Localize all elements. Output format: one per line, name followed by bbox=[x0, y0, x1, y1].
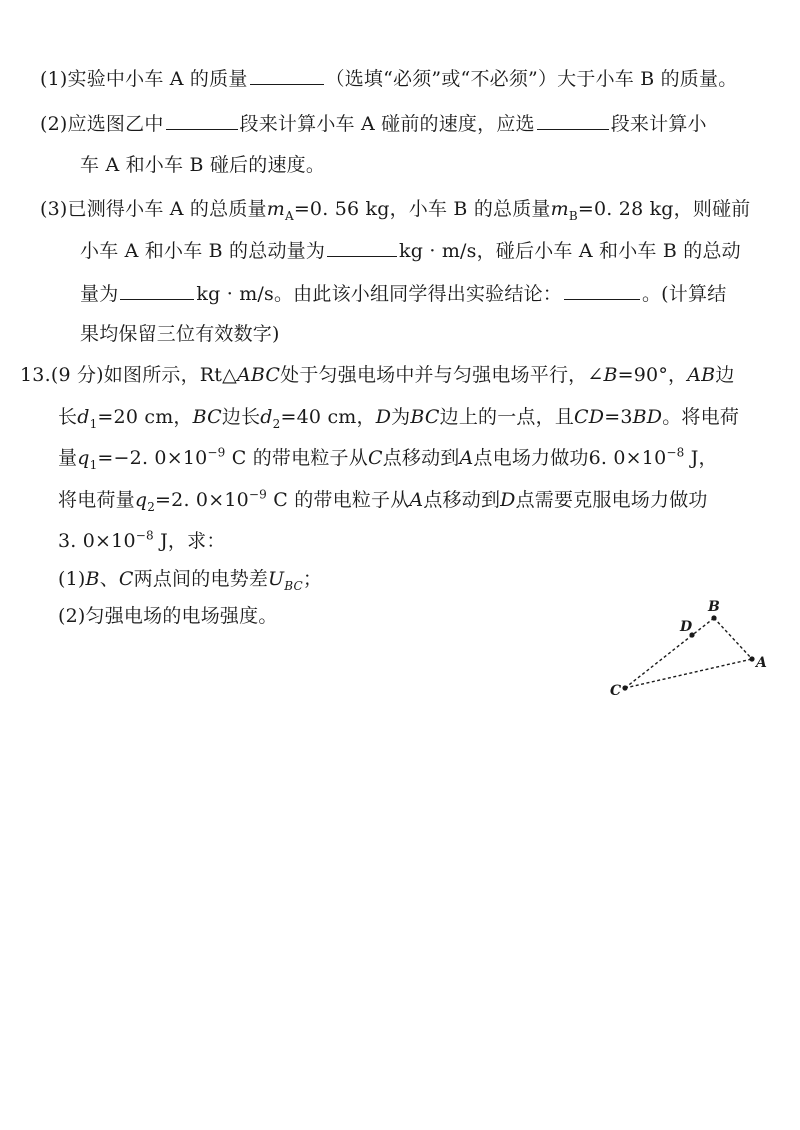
edge-ba bbox=[714, 618, 752, 659]
q13-sub: 1 bbox=[89, 457, 98, 472]
q13-text: 3. 0×10 bbox=[58, 530, 136, 552]
q13-sym: q bbox=[134, 489, 148, 511]
q12-sub2-mid: 段来计算小车 A 碰前的速度，应选 bbox=[239, 113, 535, 135]
q13-sym: D bbox=[375, 406, 392, 428]
q13-sym: d bbox=[77, 406, 90, 428]
q12-sub2-line1 bbox=[40, 111, 707, 137]
label-d: D bbox=[680, 619, 693, 635]
q12-sub3-line4 bbox=[80, 321, 280, 347]
q13-text: (2)匀强电场的电场强度。 bbox=[58, 605, 278, 627]
q13-sym: A bbox=[409, 489, 424, 511]
q13-sym: BC bbox=[410, 406, 440, 428]
q13-text: 量 bbox=[58, 447, 78, 469]
q12-sub3-line3-suffix: 。(计算结 bbox=[641, 283, 727, 305]
q12-sub3-line1 bbox=[40, 196, 750, 222]
point-b bbox=[711, 615, 716, 620]
q13-ask1 bbox=[58, 566, 322, 592]
q13-text: 边长 bbox=[221, 406, 261, 428]
q13-sym: A bbox=[459, 447, 474, 469]
q13-text: J，求： bbox=[153, 530, 226, 552]
q12-sub3-blank-3[interactable] bbox=[564, 281, 640, 300]
q13-line4 bbox=[58, 487, 708, 513]
q13-sym: B bbox=[85, 568, 100, 590]
mass-b-subscript: B bbox=[568, 208, 578, 223]
q13-text: ； bbox=[302, 568, 323, 590]
q13-text: 边上的一点，且 bbox=[439, 406, 575, 428]
q13-text: 两点间的电势差 bbox=[133, 568, 269, 590]
q13-sym: AB bbox=[687, 364, 716, 386]
q13-sub: 2 bbox=[147, 499, 156, 514]
q12-sub3-line2 bbox=[80, 238, 741, 264]
q12-sub2-line2 bbox=[80, 152, 325, 178]
q13-sym: BD bbox=[632, 406, 663, 428]
q13-sym: U bbox=[268, 568, 285, 590]
q13-sym: D bbox=[500, 489, 516, 511]
q13-text: C 的带电粒子从 bbox=[225, 447, 368, 469]
mass-b-value: =0. 28 kg，则碰前 bbox=[577, 198, 751, 220]
q13-text: =90°， bbox=[617, 364, 688, 386]
q13-sym: CD bbox=[574, 406, 605, 428]
label-c: C bbox=[610, 683, 622, 699]
q13-text: =40 cm， bbox=[280, 406, 376, 428]
mass-a-symbol: m bbox=[266, 198, 285, 220]
q13-text: =20 cm， bbox=[97, 406, 193, 428]
q13-text: 点移动到 bbox=[382, 447, 460, 469]
q12-sub1-suffix: （选填“必须”或“不必须”）大于小车 B 的质量。 bbox=[325, 68, 738, 90]
q13-text: (1) bbox=[58, 568, 86, 590]
point-c bbox=[622, 685, 627, 690]
q13-ask2 bbox=[58, 603, 278, 629]
q13-text: 点移动到 bbox=[423, 489, 501, 511]
label-a: A bbox=[756, 655, 767, 671]
q12-sub2-line2-text: 车 A 和小车 B 碰后的速度。 bbox=[80, 154, 326, 176]
q13-sym: C bbox=[367, 447, 383, 469]
q13-number: 13. bbox=[20, 364, 51, 386]
q13-text: 边 bbox=[715, 364, 735, 386]
q12-sub3-line3-mid: kg · m/s。由此该小组同学得出实验结论： bbox=[196, 283, 562, 305]
mass-b-symbol: m bbox=[550, 198, 569, 220]
q13-sym: ABC bbox=[236, 364, 281, 386]
q13-line1 bbox=[20, 362, 735, 388]
q12-sub3-line4-text: 果均保留三位有效数字) bbox=[80, 323, 280, 345]
q13-line2 bbox=[58, 404, 739, 430]
q12-sub1-blank[interactable] bbox=[250, 66, 324, 85]
q12-sub3-line3 bbox=[80, 281, 726, 307]
q13-text: 、 bbox=[99, 568, 119, 590]
q13-text: 为 bbox=[391, 406, 411, 428]
q13-text: =3 bbox=[604, 406, 633, 428]
q13-sup: −9 bbox=[207, 445, 226, 460]
q13-sym: d bbox=[260, 406, 273, 428]
q13-points: (9 分) bbox=[50, 364, 104, 386]
q12-sub2-prefix: (2)应选图乙中 bbox=[40, 113, 164, 135]
q13-sym: C bbox=[118, 568, 134, 590]
q13-sup: −9 bbox=[248, 487, 267, 502]
q13-text: =−2. 0×10 bbox=[97, 447, 208, 469]
q12-sub3-prefix: (3)已测得小车 A 的总质量 bbox=[40, 198, 267, 220]
q12-sub3-line2-suffix: kg · m/s，碰后小车 A 和小车 B 的总动 bbox=[399, 240, 741, 262]
point-a bbox=[749, 656, 754, 661]
mass-a-subscript: A bbox=[284, 208, 294, 223]
triangle-diagram bbox=[600, 595, 780, 705]
q13-text: 长 bbox=[58, 406, 78, 428]
q13-text: 点需要克服电场力做功 bbox=[515, 489, 708, 511]
q13-sym: B bbox=[603, 364, 618, 386]
q12-sub1-prefix: (1)实验中小车 A 的质量 bbox=[40, 68, 248, 90]
q12-sub2-blank-2[interactable] bbox=[537, 111, 609, 130]
q13-sup: −8 bbox=[135, 528, 154, 543]
label-b: B bbox=[708, 599, 720, 615]
q13-line5 bbox=[58, 528, 226, 554]
q13-text: =2. 0×10 bbox=[155, 489, 249, 511]
q13-sym: q bbox=[77, 447, 90, 469]
q13-text: C 的带电粒子从 bbox=[267, 489, 410, 511]
q12-sub1 bbox=[40, 66, 737, 92]
q13-sub: 1 bbox=[89, 416, 98, 431]
q13-text: 如图所示，Rt△ bbox=[103, 364, 237, 386]
q13-sub: BC bbox=[284, 578, 303, 593]
q13-text: 。将电荷 bbox=[662, 406, 740, 428]
q12-sub3-line2-prefix: 小车 A 和小车 B 的总动量为 bbox=[80, 240, 326, 262]
q13-text: 点电场力做功6. 0×10 bbox=[473, 447, 667, 469]
q13-text: 处于匀强电场中并与匀强电场平行，∠ bbox=[280, 364, 604, 386]
q12-sub3-line3-prefix: 量为 bbox=[80, 283, 119, 305]
q13-sup: −8 bbox=[666, 445, 685, 460]
q12-sub3-blank-1[interactable] bbox=[327, 238, 397, 257]
mass-a-value: =0. 56 kg，小车 B 的总质量 bbox=[293, 198, 551, 220]
q13-line3 bbox=[58, 445, 718, 471]
q13-text: 将电荷量 bbox=[58, 489, 135, 511]
q13-text: J， bbox=[684, 447, 718, 469]
q13-sym: BC bbox=[192, 406, 222, 428]
q12-sub3-blank-2[interactable] bbox=[120, 281, 194, 300]
q12-sub2-blank-1[interactable] bbox=[166, 111, 238, 130]
q12-sub2-suffix: 段来计算小 bbox=[610, 113, 707, 135]
q13-sub: 2 bbox=[272, 416, 281, 431]
